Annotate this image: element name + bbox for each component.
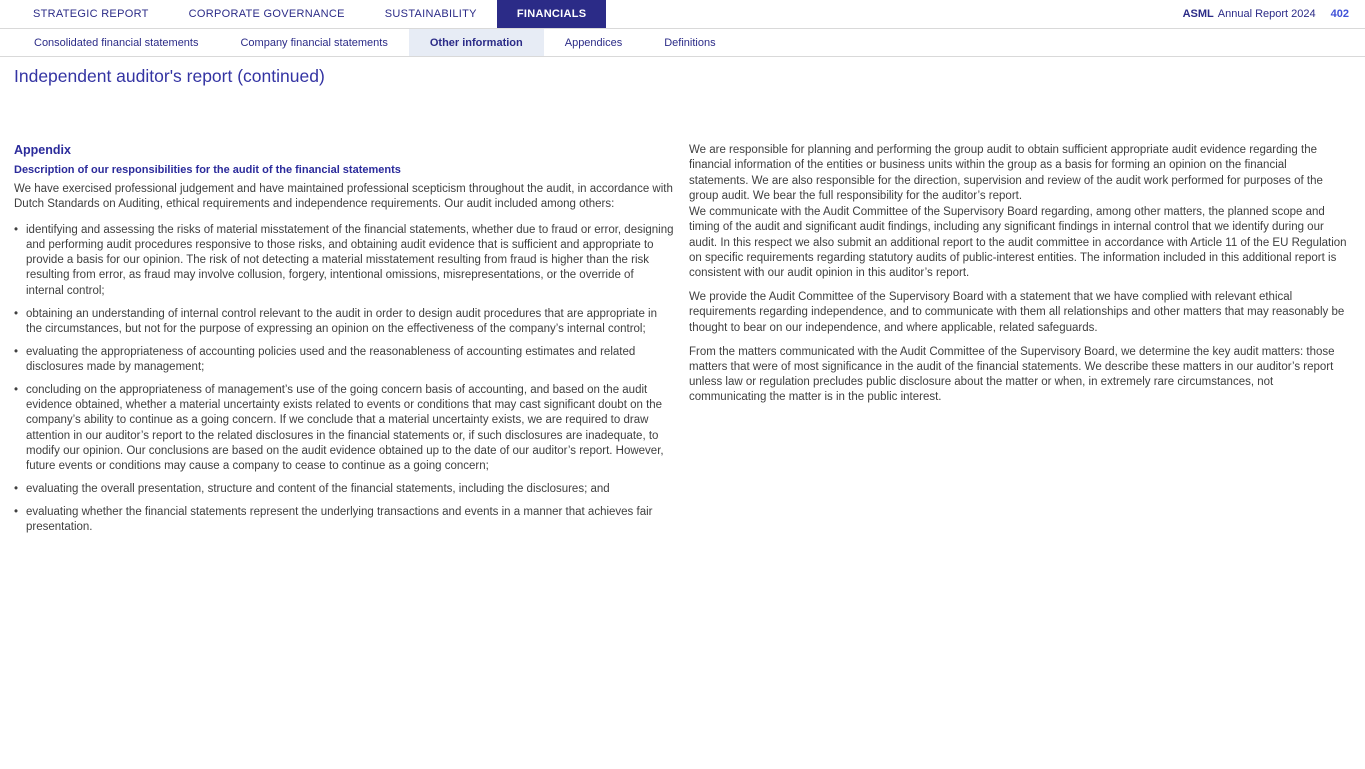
page-number: 402: [1330, 8, 1349, 20]
subtab-consolidated-financial-statements[interactable]: Consolidated financial statements: [34, 36, 199, 49]
subtab-appendices[interactable]: Appendices: [564, 36, 623, 49]
tab-financials[interactable]: FINANCIALS: [497, 0, 607, 28]
paragraph-group-audit-responsibility: We are responsible for planning and performing the group audit to obtain sufficient appropriate audit evidence regarding the financial information of the entities or business units within the group as a basis for forming an opinion on the financial statements. We are also responsible for the direction, supervision and review of the audit work performed for purposes of the group audit. We bear the full responsibility for the auditor’s report.: [689, 144, 1323, 202]
paragraph-key-audit-matters: From the matters communicated with the Audit Committee of the Supervisory Board, we determine the key audit matters: those matters that were of most significance in the audit of the financial statements. We describe these matters in our auditor’s report unless law or regulation precludes public disclosure about the matter or when, in extremely rare circumstances, not communicating the matter is in the public interest.: [689, 345, 1335, 404]
brand-asml: ASML: [1182, 8, 1214, 20]
responsibilities-bullet-list: [14, 223, 674, 536]
bullet-item: • obtaining an understanding of internal control relevant to the audit in order to design audit procedures that are appropriate in the circumstances, but not for the purpose of expressing an opinion on the effectiveness of the company’s internal control;: [14, 307, 674, 338]
responsibilities-subheading: Description of our responsibilities for the audit of the financial statements: [14, 164, 401, 176]
top-navigation: [0, 0, 1365, 29]
page-title: Independent auditor's report (continued): [14, 66, 325, 86]
tab-sustainability[interactable]: SUSTAINABILITY: [384, 8, 477, 20]
tab-strategic-report[interactable]: STRATEGIC REPORT: [33, 8, 149, 20]
right-column: [689, 143, 1349, 543]
bullet-item: • concluding on the appropriateness of management’s use of the going concern basis of accounting, and based on the audit evidence obtained, whether a material uncertainty exists related to events or conditions that may cast significant doubt on the company’s ability to continue as a going concern. If we conclude that a material uncertainty exists, we are required to draw attention in our auditor’s report to the related disclosures in the financial statements or, if such disclosures are inadequate, to modify our opinion. Our conclusions are based on the audit evidence obtained up to the date of our auditor’s report. However, future events or conditions may cause a company to cease to continue as a going concern;: [14, 383, 674, 475]
bullet-item: • identifying and assessing the risks of material misstatement of the financial statements, whether due to fraud or error, designing and performing audit procedures responsive to those risks, and obtaining audit evidence that is sufficient and appropriate to provide a basis for our opinion. The risk of not detecting a material misstatement resulting from fraud is higher than the risk resulting from error, as fraud may involve collusion, forgery, intentional omissions, misrepresentations, or the override of internal control;: [14, 223, 674, 299]
tab-corporate-governance[interactable]: CORPORATE GOVERNANCE: [188, 8, 345, 20]
subtab-other-information[interactable]: Other information: [409, 29, 544, 56]
financials-sub-navigation: [0, 29, 1365, 57]
report-identity: [1183, 0, 1365, 28]
subtab-company-financial-statements[interactable]: Company financial statements: [240, 36, 388, 49]
bullet-item: • evaluating whether the financial statements represent the underlying transactions and events in a manner that achieves fair presentation.: [14, 505, 674, 536]
paragraph-audit-committee-communication: We communicate with the Audit Committee of the Supervisory Board regarding, among other matters, the planned scope and timing of the audit and significant audit findings, including any significant findings in internal control that we identify during our audit. In this respect we also submit an additional report to the audit committee in accordance with Article 11 of the EU Regulation on specific requirements regarding statutory audits of public-interest entities. The information included in this additional report is consistent with our audit opinion in this auditor’s report.: [689, 206, 1347, 280]
report-title: Annual Report 2024: [1217, 8, 1316, 20]
paragraph-independence-statement: We provide the Audit Committee of the Supervisory Board with a statement that we have complied with relevant ethical requirements regarding independence, and to communicate with them all relationships and other matters that may reasonably be thought to bear on our independence, and where applicable, related safeguards.: [689, 291, 1345, 334]
subtab-definitions[interactable]: Definitions: [664, 36, 716, 49]
intro-paragraph: We have exercised professional judgement and have maintained professional scepticism throughout the audit, in accordance with Dutch Standards on Auditing, ethical requirements and independence requirements. Our audit included among others:: [14, 183, 673, 211]
left-column: [14, 143, 674, 543]
bullet-item: • evaluating the overall presentation, structure and content of the financial statements, including the disclosures; and: [14, 482, 674, 497]
top-nav-tabs: [0, 0, 606, 28]
bullet-item: • evaluating the appropriateness of accounting policies used and the reasonableness of accounting estimates and related disclosures made by management;: [14, 345, 674, 376]
document-body: [0, 143, 1365, 543]
appendix-heading: Appendix: [14, 143, 71, 157]
